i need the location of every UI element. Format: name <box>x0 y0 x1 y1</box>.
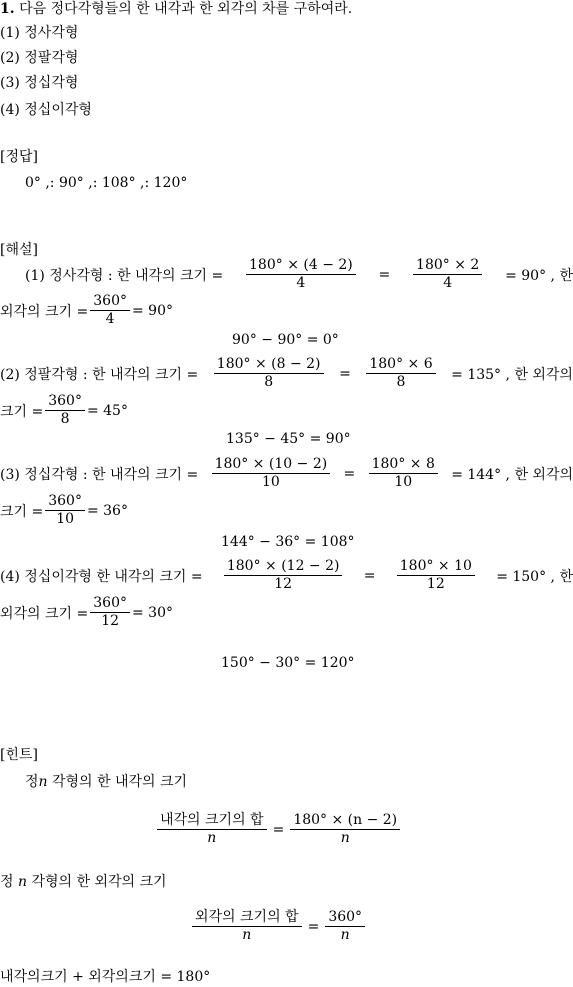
solution-3-tail: = 144° , 한 외각의 <box>451 466 573 483</box>
hint-exterior-equals: = <box>307 918 320 935</box>
problem-item-2: (2) 정팔각형 <box>0 50 79 66</box>
problem-number: 1. <box>0 1 15 17</box>
solution-1-line-1 <box>25 257 573 292</box>
solution-2-lead: (2) 정팔각형 : 한 내각의 크기 = <box>0 366 199 383</box>
solution-2-tail: = 135° , 한 외각의 <box>451 366 573 383</box>
hint-interior-equals: = <box>272 821 285 838</box>
solution-2-line-1 <box>0 356 573 391</box>
solution-3-exterior-lead: 크기 = <box>0 503 44 520</box>
solution-1-result: 90° − 90° = 0° <box>232 332 339 348</box>
solution-2-fraction-b: $\frac{180^\circ \times 6}{8}$ <box>366 356 435 391</box>
solution-4-exterior-tail: = 30° <box>132 604 173 621</box>
solution-1-lead: (1) 정사각형 : 한 내각의 크기 = <box>25 267 224 284</box>
solution-2-line-2 <box>0 393 128 428</box>
hint-interior-formula <box>155 812 402 847</box>
solution-2-equals: = <box>339 365 351 382</box>
solution-4-equals: = <box>363 567 376 584</box>
solution-2-fraction-a: $\frac{180^\circ \times (8 - 2)}{8}$ <box>214 356 324 391</box>
problem-text: 다음 정다각형들의 한 내각과 한 외각의 차를 구하여라. <box>19 1 353 17</box>
solution-4-line-1 <box>0 558 573 593</box>
solution-4-fraction-a: $\frac{180^\circ \times (12 - 2)}{12}$ <box>224 558 343 593</box>
hint-exterior-title: 정 n 각형의 한 외각의 크기 <box>0 874 167 890</box>
hint-interior-title: 정n 각형의 한 내각의 크기 <box>25 774 188 790</box>
solution-2-fraction-c: $\frac{360^\circ}{8}$ <box>45 393 85 428</box>
hint-exterior-fraction-right: $\frac{360^\circ}{n}$ <box>325 909 365 944</box>
solution-3-result: 144° − 36° = 108° <box>221 534 355 550</box>
solution-3-line-1 <box>0 456 573 491</box>
solution-4-tail: = 150° , 한 <box>496 568 573 585</box>
solution-1-fraction-a: $\frac{180^\circ \times (4 - 2)}{4}$ <box>246 257 356 292</box>
solution-1-exterior-tail: = 90° <box>132 302 173 319</box>
solution-1-line-2 <box>0 293 173 328</box>
solution-4-line-2 <box>0 595 173 630</box>
hint-exterior-formula <box>190 909 367 944</box>
solution-header: [해설] <box>0 242 38 258</box>
solution-3-lead: (3) 정십각형 : 한 내각의 크기 = <box>0 466 199 483</box>
hint-interior-fraction-right: $\frac{180^\circ \times (n - 2)}{n}$ <box>290 812 400 847</box>
solution-1-fraction-c: $\frac{360^\circ}{4}$ <box>90 293 130 328</box>
solution-1-equals: = <box>378 266 391 283</box>
solution-1-fraction-b: $\frac{180^\circ \times 2}{4}$ <box>413 257 482 292</box>
solution-4-result: 150° − 30° = 120° <box>221 655 355 671</box>
solution-2-result: 135° − 45° = 90° <box>226 431 351 447</box>
solution-1-exterior-lead: 외각의 크기 = <box>0 303 89 320</box>
solution-3-fraction-c: $\frac{360^\circ}{10}$ <box>45 493 85 528</box>
problem-item-1: (1) 정사각형 <box>0 25 79 41</box>
solution-3-fraction-b: $\frac{180^\circ \times 8}{10}$ <box>369 456 438 491</box>
solution-1-tail: = 90° , 한 <box>505 267 573 284</box>
hint-sum-line: 내각의크기 + 외각의크기 = 180° <box>0 969 211 985</box>
solution-2-exterior-tail: = 45° <box>86 402 128 419</box>
problem-item-4: (4) 정십이각형 <box>0 102 92 118</box>
solution-4-lead: (4) 정십이각형 한 내각의 크기 = <box>0 568 203 585</box>
solution-4-exterior-lead: 외각의 크기 = <box>0 605 89 622</box>
solution-4-fraction-b: $\frac{180^\circ \times 10}{12}$ <box>397 558 475 593</box>
problem-item-3: (3) 정십각형 <box>0 75 79 91</box>
hint-interior-fraction-left: $\frac{\text{내각의 크기의 합}}{n}$ <box>157 812 267 847</box>
hint-exterior-fraction-left: $\frac{\text{외각의 크기의 합}}{n}$ <box>192 909 302 944</box>
hint-header: [힌트] <box>0 747 38 763</box>
answer-header: [정답] <box>0 149 38 165</box>
answer-text: 0° ,: 90° ,: 108° ,: 120° <box>25 175 188 191</box>
solution-3-line-2 <box>0 493 128 528</box>
solution-3-fraction-a: $\frac{180^\circ \times (10 - 2)}{10}$ <box>212 456 331 491</box>
solution-3-equals: = <box>343 465 356 482</box>
solution-2-exterior-lead: 크기 = <box>0 403 44 420</box>
solution-4-fraction-c: $\frac{360^\circ}{12}$ <box>90 595 130 630</box>
problem-statement <box>0 0 352 18</box>
solution-3-exterior-tail: = 36° <box>86 502 128 519</box>
